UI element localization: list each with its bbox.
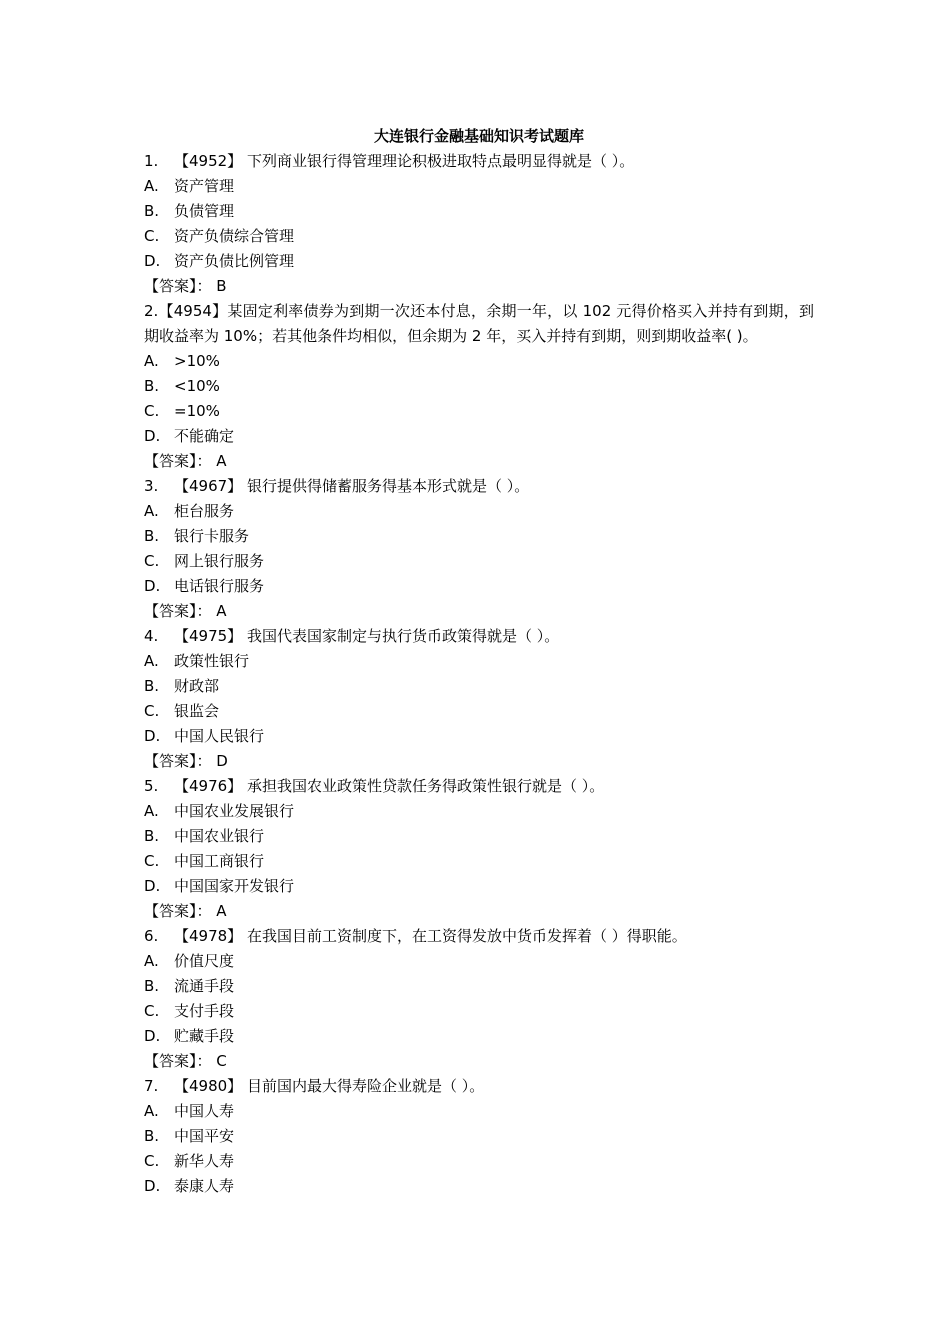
option-text: 财政部 [174, 677, 220, 695]
question-block [144, 924, 814, 1074]
option-c [144, 549, 814, 574]
option-letter: C. [144, 402, 160, 420]
option-a [144, 799, 814, 824]
option-letter: A. [144, 177, 159, 195]
answer-line: 【答案】： A [144, 452, 227, 470]
question-stem [144, 774, 814, 799]
question-number: 7. [144, 1077, 159, 1095]
option-text: <10% [174, 377, 220, 395]
option-text: 中国工商银行 [174, 852, 265, 870]
answer-line: 【答案】： B [144, 277, 227, 295]
option-letter: A. [144, 352, 159, 370]
option-letter: C. [144, 227, 160, 245]
option-text: 中国农业发展银行 [174, 802, 295, 820]
option-letter: D. [144, 877, 161, 895]
option-d [144, 574, 814, 599]
option-letter: A. [144, 502, 159, 520]
question-text: 【4975】 我国代表国家制定与执行货币政策得就是（ ）。 [174, 627, 560, 645]
answer-line: 【答案】： C [144, 1052, 227, 1070]
option-letter: C. [144, 702, 160, 720]
option-letter: B. [144, 1127, 160, 1145]
option-letter: A. [144, 802, 159, 820]
option-letter: C. [144, 1152, 160, 1170]
option-letter: B. [144, 377, 160, 395]
option-b [144, 374, 814, 399]
option-text: 银监会 [174, 702, 220, 720]
option-text: 新华人寿 [174, 1152, 235, 1170]
option-text: 泰康人寿 [174, 1177, 235, 1195]
question-number: 5. [144, 777, 159, 795]
question-text: 【4976】 承担我国农业政策性贷款任务得政策性银行就是（ ）。 [174, 777, 605, 795]
question-text: 【4980】 目前国内最大得寿险企业就是（ ）。 [174, 1077, 485, 1095]
option-text: 中国人民银行 [174, 727, 265, 745]
question-block [144, 624, 814, 774]
option-text: 负债管理 [174, 202, 235, 220]
question-number: 4. [144, 627, 159, 645]
question-number: 2. [144, 302, 159, 320]
question-text: 【4954】某固定利率债券为到期一次还本付息，余期一年，以 102 元得价格买入并持有到期，到期收益率为 10%；若其他条件均相似，但余期为 2 年，买入并持有到期，则到期收益率( )。 [144, 302, 814, 345]
option-a [144, 949, 814, 974]
document-body [144, 124, 814, 1199]
option-letter: A. [144, 1102, 159, 1120]
option-d [144, 424, 814, 449]
question-stem [144, 474, 814, 499]
option-letter: B. [144, 977, 160, 995]
option-text: 网上银行服务 [174, 552, 265, 570]
option-d [144, 1024, 814, 1049]
question-text: 【4978】 在我国目前工资制度下，在工资得发放中货币发挥着（ ）得职能。 [174, 927, 687, 945]
option-c [144, 399, 814, 424]
option-a [144, 649, 814, 674]
option-d [144, 249, 814, 274]
option-a [144, 499, 814, 524]
option-letter: A. [144, 952, 159, 970]
option-text: 价值尺度 [174, 952, 235, 970]
question-stem [144, 624, 814, 649]
option-d [144, 724, 814, 749]
question-number: 3. [144, 477, 159, 495]
option-c [144, 999, 814, 1024]
option-text: 中国农业银行 [174, 827, 265, 845]
question-stem [144, 149, 814, 174]
option-text: 资产负债综合管理 [174, 227, 295, 245]
answer-line: 【答案】： A [144, 902, 227, 920]
option-letter: B. [144, 827, 160, 845]
option-text: 中国国家开发银行 [174, 877, 295, 895]
option-c [144, 849, 814, 874]
option-text: 资产负债比例管理 [174, 252, 295, 270]
option-text: 不能确定 [174, 427, 235, 445]
option-letter: B. [144, 527, 160, 545]
option-b [144, 824, 814, 849]
option-text: 贮藏手段 [174, 1027, 235, 1045]
option-a [144, 174, 814, 199]
question-block [144, 1074, 814, 1199]
option-letter: A. [144, 652, 159, 670]
question-stem [144, 299, 814, 349]
option-letter: C. [144, 552, 160, 570]
option-text: 柜台服务 [174, 502, 235, 520]
question-number: 1. [144, 152, 159, 170]
option-b [144, 1124, 814, 1149]
option-b [144, 199, 814, 224]
option-a [144, 1099, 814, 1124]
option-d [144, 1174, 814, 1199]
question-block [144, 149, 814, 299]
option-c [144, 699, 814, 724]
option-text: 政策性银行 [174, 652, 250, 670]
question-stem [144, 1074, 814, 1099]
option-a [144, 349, 814, 374]
option-text: >10% [174, 352, 220, 370]
option-text: 中国平安 [174, 1127, 235, 1145]
option-letter: D. [144, 252, 161, 270]
option-letter: C. [144, 852, 160, 870]
option-letter: C. [144, 1002, 160, 1020]
question-text: 【4952】 下列商业银行得管理理论积极进取特点最明显得就是（ ）。 [174, 152, 635, 170]
option-c [144, 224, 814, 249]
option-text: 电话银行服务 [174, 577, 265, 595]
option-text: =10% [174, 402, 220, 420]
question-text: 【4967】 银行提供得储蓄服务得基本形式就是（ ）。 [174, 477, 530, 495]
option-d [144, 874, 814, 899]
option-b [144, 974, 814, 999]
answer-line: 【答案】： D [144, 752, 228, 770]
option-text: 支付手段 [174, 1002, 235, 1020]
question-stem [144, 924, 814, 949]
question-block [144, 774, 814, 924]
option-text: 资产管理 [174, 177, 235, 195]
option-text: 中国人寿 [174, 1102, 235, 1120]
option-c [144, 1149, 814, 1174]
option-letter: B. [144, 202, 160, 220]
option-b [144, 524, 814, 549]
option-text: 银行卡服务 [174, 527, 250, 545]
page-title: 大连银行金融基础知识考试题库 [373, 127, 584, 145]
question-number: 6. [144, 927, 159, 945]
question-block [144, 474, 814, 624]
option-letter: D. [144, 1177, 161, 1195]
question-block [144, 299, 814, 474]
answer-line: 【答案】： A [144, 602, 227, 620]
option-b [144, 674, 814, 699]
option-letter: D. [144, 427, 161, 445]
option-letter: D. [144, 1027, 161, 1045]
option-text: 流通手段 [174, 977, 235, 995]
option-letter: B. [144, 677, 160, 695]
option-letter: D. [144, 727, 161, 745]
option-letter: D. [144, 577, 161, 595]
